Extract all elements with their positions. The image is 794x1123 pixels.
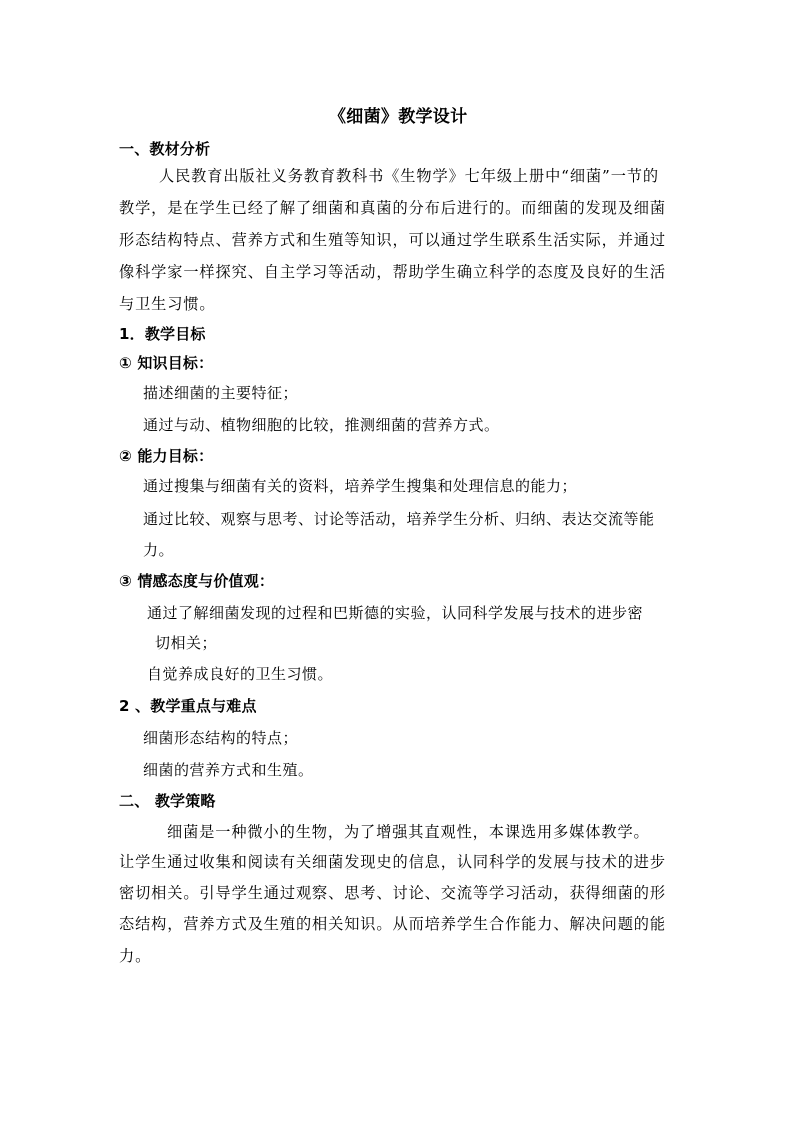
- paragraph-line: 形态结构特点、营养方式和生殖等知识，可以通过学生联系生活实际，并通过: [119, 231, 666, 249]
- subheading-knowledge-goals: ① 知识目标：: [119, 354, 214, 372]
- paragraph-line: 人民教育出版社义务教育教科书《生物学》七年级上册中“细菌”一节的: [159, 167, 659, 185]
- goal-item: 通过比较、观察与思考、讨论等活动，培养学生分析、归纳、表达交流等能: [143, 510, 655, 528]
- key-point-item: 细菌形态结构的特点；: [143, 729, 299, 747]
- goal-item: 自觉养成良好的卫生习惯。: [147, 665, 334, 683]
- goal-item: 力。: [143, 541, 175, 559]
- document-title: 《细菌》教学设计: [329, 107, 468, 127]
- paragraph-line: 与卫生习惯。: [119, 295, 216, 313]
- goal-item: 描述细菌的主要特征；: [143, 384, 299, 402]
- paragraph-line: 密切相关。引导学生通过观察、思考、讨论、交流等学习活动，获得细菌的形: [119, 884, 666, 902]
- paragraph-line: 让学生通过收集和阅读有关细菌发现史的信息，认同科学的发展与技术的进步: [119, 853, 666, 871]
- paragraph-line: 力。: [119, 947, 152, 965]
- paragraph-line: 态结构，营养方式及生殖的相关知识。从而培养学生合作能力、解决问题的能: [119, 915, 666, 933]
- goal-item: 通过与动、植物细胞的比较，推测细菌的营养方式。: [143, 416, 500, 434]
- key-point-item: 细菌的营养方式和生殖。: [143, 761, 314, 779]
- goal-item: 通过了解细菌发现的过程和巴斯德的实验，认同科学发展与技术的进步密: [147, 604, 644, 622]
- section-heading-textbook-analysis: 一、教材分析: [119, 140, 211, 158]
- paragraph-line: 教学，是在学生已经了解了细菌和真菌的分布后进行的。而细菌的发现及细菌: [119, 199, 666, 217]
- subheading-emotion-goals: ③ 情感态度与价值观：: [119, 572, 275, 590]
- section-heading-teaching-strategy: 二、 教学策略: [119, 792, 216, 810]
- goal-item: 通过搜集与细菌有关的资料，培养学生搜集和处理信息的能力；: [143, 477, 578, 495]
- subheading-key-points: 2 、教学重点与难点: [119, 697, 257, 715]
- subheading-teaching-goals: 1．教学目标: [119, 325, 206, 343]
- paragraph-line: 细菌是一种微小的生物，为了增强其直观性，本课选用多媒体教学。: [167, 823, 650, 841]
- goal-item: 切相关；: [155, 634, 218, 652]
- paragraph-line: 像科学家一样探究、自主学习等活动，帮助学生确立科学的态度及良好的生活: [119, 263, 666, 281]
- subheading-ability-goals: ② 能力目标：: [119, 447, 214, 465]
